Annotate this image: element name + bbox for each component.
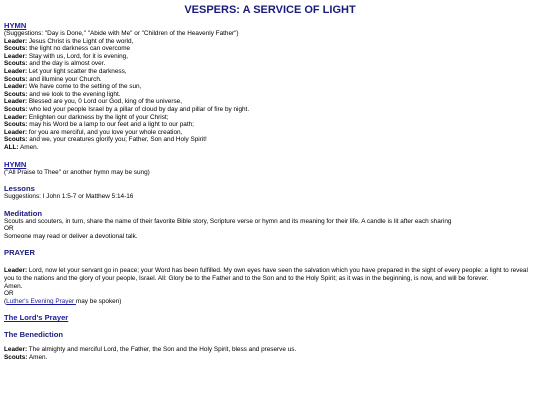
role-label: Leader:	[4, 98, 28, 106]
reading-line	[4, 45, 536, 53]
or-text: OR	[4, 290, 14, 298]
responsive-reading	[4, 38, 536, 152]
reading-text: may his Word be a lamp to our feet and a light to our path;	[27, 121, 194, 129]
reading-text: and we, your creatures glorify you; Father, Son and Holy Spirit!	[27, 136, 207, 144]
hymn-heading-link[interactable]: HYMN	[4, 21, 27, 30]
role-label: Leader:	[4, 37, 28, 45]
role-label: Scouts:	[4, 354, 28, 362]
meditation-heading: Meditation	[4, 208, 42, 218]
reading-text: the light no darkness can overcome	[27, 45, 131, 53]
role-label: Leader:	[4, 113, 28, 121]
role-label: Scouts:	[4, 45, 28, 53]
reading-line	[4, 129, 536, 137]
reading-line	[4, 121, 536, 129]
reading-line	[4, 60, 536, 68]
role-label: Leader:	[4, 128, 28, 136]
reading-text: and the day is almost over.	[27, 60, 106, 68]
amen-text: Amen.	[4, 282, 23, 290]
reading-line	[4, 53, 536, 61]
reading-text: for you are merciful, and you love your whole creation,	[27, 128, 183, 136]
role-label: Leader:	[4, 52, 28, 60]
reading-text: Let your light scatter the darkness,	[27, 67, 127, 75]
reading-line	[4, 106, 536, 114]
role-label: Leader:	[4, 267, 28, 275]
role-label: Leader:	[4, 346, 28, 354]
role-label: Scouts:	[4, 75, 28, 83]
luthers-evening-prayer-link[interactable]: Luther's Evening Prayer	[6, 297, 76, 305]
reading-text: We have come to the setting of the sun,	[27, 83, 142, 91]
reading-text: and we look to the evening light.	[27, 90, 121, 98]
benediction-line	[4, 354, 536, 362]
lessons-text: Suggestions: I John 1:5-7 or Matthew 5:14-16	[4, 193, 134, 201]
reading-line	[4, 38, 536, 46]
lessons-heading: Lessons	[4, 184, 35, 194]
role-label: Scouts:	[4, 60, 28, 68]
reading-line	[4, 144, 536, 152]
hymn-heading-link[interactable]: HYMN	[4, 159, 27, 169]
reading-text: Stay with us, Lord, for it is evening,	[27, 52, 128, 60]
lords-prayer-link[interactable]: The Lord's Prayer	[4, 313, 69, 323]
role-label: Scouts:	[4, 90, 28, 98]
role-label: Scouts:	[4, 136, 28, 144]
reading-text: Amen.	[18, 143, 39, 151]
hymn-note: ("All Praise to Thee" or another hymn may be sung)	[4, 168, 150, 176]
luther-prayer-note	[4, 298, 536, 306]
reading-line	[4, 83, 536, 91]
prayer-body: Lord, now let your servant go in peace; your Word has been fulfilled. My own eyes have seen the salvation which you have prepared in the sight of every people: a light to reveal you to the nations and the glory of your people, Israel. All: Glory be to the Father and to the Son and to the Holy Spirit; as it was in the beginning, is now, and will be forever.	[4, 267, 528, 283]
open-paren: (	[4, 297, 7, 305]
meditation-alt-text: Someone may read or deliver a devotional talk.	[4, 232, 138, 240]
prayer-text	[4, 267, 536, 282]
luther-note-text: may be spoken)	[75, 297, 122, 305]
benediction-line	[4, 346, 536, 354]
reading-line	[4, 76, 536, 84]
reading-line	[4, 68, 536, 76]
benediction-heading: The Benediction	[4, 330, 64, 340]
role-label: ALL:	[4, 143, 19, 151]
role-label: Leader:	[4, 67, 28, 75]
reading-text: Jesus Christ is the Light of the world,	[27, 37, 134, 45]
prayer-heading: PRAYER	[4, 248, 35, 258]
reading-line	[4, 91, 536, 99]
benediction-text: The almighty and merciful Lord, the Father, the Son and the Holy Spirit, bless and preserve us.	[27, 346, 297, 354]
meditation-text: Scouts and scouters, in turn, share the name of their favorite Bible story, Scripture verse or hymn and its meaning for their life. A candle is lit after each sharing	[4, 217, 452, 225]
role-label: Scouts:	[4, 121, 28, 129]
reading-line	[4, 136, 536, 144]
role-label: Scouts:	[4, 105, 28, 113]
reading-text: Enlighten our darkness by the light of your Christ;	[27, 113, 169, 121]
reading-text: Blessed are you, 0 Lord our God, king of the universe,	[27, 98, 182, 106]
or-text: OR	[4, 225, 14, 233]
reading-text: who led your people Israel by a pillar of cloud by day and pillar of fire by night.	[27, 105, 250, 113]
reading-line	[4, 98, 536, 106]
benediction-text: Amen.	[27, 354, 48, 362]
reading-text: and illumine your Church.	[27, 75, 102, 83]
page-title: VESPERS: A SERVICE OF LIGHT	[184, 4, 356, 16]
hymn-suggestions: (Suggestions: "Day is Done," "Abide with Me" or "Children of the Heavenly Father")	[4, 30, 239, 37]
reading-line	[4, 114, 536, 122]
role-label: Leader:	[4, 83, 28, 91]
